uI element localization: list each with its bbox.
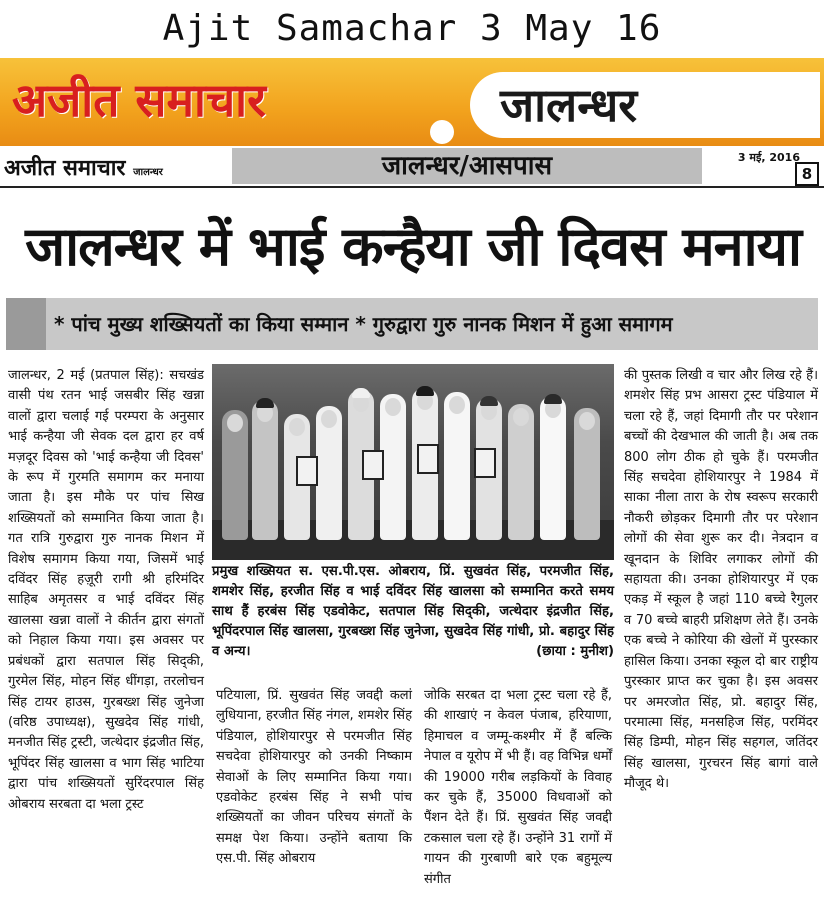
article-column-1 — [8, 366, 204, 815]
photo-turban — [256, 398, 274, 408]
article-column-3 — [424, 686, 612, 890]
article-subheadline: * पांच मुख्य शख्सियतों का किया सम्मान * गुरुद्वारा गुरु नानक मिशन में हुआ समागम — [54, 312, 673, 336]
image-caption: Ajit Samachar 3 May 16 — [162, 8, 662, 49]
column-4-text: की पुस्तक लिखी व चार और लिख रहे हैं। शमशेर सिंह प्रभ आसरा ट्रस्ट पंडियाल में चला रहे हैं, जहां दिमागी तौर पर परेशान बच्चों की देखभाल की जाती है। अब तक 800 लोग ठीक हो चुके हैं। परमजीत सिंह सचदेवा होशियारपुर ने 1984 में साका नीला तारा के रोष स्वरूप सरकारी नौकरी छोड़कर दिमागी तौर पर परेशान लोगों की सेवा शुरू कर दी। नेत्रदान व खूनदान के शिविर लगाकर लोगों की सहायता की। उनका होशियारपुर में एक एकड़ में स्कूल है जहां 110 बच्चे रैगुलर व 70 बच्चे बाहरी प्रशिक्षण लेते हैं। उनके एक बच्चे ने कोरिया की खेलों में पुरस्कार हासिल किया। उनका स्कूल दो बार राष्ट्रीय पुरस्कार प्राप्त कर चुका है। इस अवसर पर अमरजोत सिंह, प्रो. बहादुर सिंह, परमात्मा सिंह, मनसहिज सिंह, परमिंदर सिंह डिम्पी, मोहन सिंह सहगल, जतिंदर सिंह खालसा, गुरचरन सिंह बागां वाले मौजूद थे। — [624, 368, 818, 792]
issue-date: 3 मई, 2016 — [737, 151, 800, 164]
section-title: जालन्धर/आसपास — [232, 148, 702, 184]
photo-plaque — [417, 444, 439, 474]
photo-turban — [352, 388, 370, 398]
article-column-4 — [624, 366, 818, 795]
photo-head — [321, 410, 337, 428]
photo-plaque — [296, 456, 318, 486]
edition-label: जालन्धर — [500, 78, 638, 132]
column-1-text: जालन्धर, 2 मई (प्रतपाल सिंह): सचखंड वासी पंथ रतन भाई जसबीर सिंह खन्ना वालों द्वारा चलाई गई परम्परा के अनुसार भाई कन्हैया जी सेवक दल द्वारा हर वर्ष मज़दूर दिवस को 'भाई कन्हैया जी दिवस' के रूप में गुरमति समागम कर मनाया जाता है। इस मौके पर पांच सिख शख्सियतों को सम्मानित किया जाता है। गत रात्रि गुरुद्वारा गुरु नानक मिशन में विशेष समागम किया गया, जिसमें भाई दविंदर सिंह हज़ूरी रागी श्री हरिमंदिर साहिब अमृतसर व भाई दविंदर सिंह खालसा खन्ना वालों ने कीर्तन द्वारा संगतों को निहाल किया गया। इस अवसर पर प्रबंधकों द्वारा सतपाल सिंह सिद्की, गुरमेल सिंह, मोहन सिंह धींगड़ा, तरलोचन सिंह टायर हाउस, गुरबख्श सिंह जुनेजा (वरिष्ठ उपाध्यक्ष), सुखदेव सिंह गांधी, मनजीत सिंह ट्रस्टी, जत्थेदार इंद्रजीत सिंह, भूपिंदर सिंह खालसा व भाग सिंह भाटिया द्वारा पांच शख्सियतों सुरिंदरपाल सिंह ओबराय सरबता दा भला ट्रस्ट — [8, 368, 204, 812]
photo-head — [227, 414, 243, 432]
photo-plaque — [474, 448, 496, 478]
subheadline-shadow — [6, 298, 46, 350]
masthead-logo — [4, 152, 163, 182]
banner-dot-icon — [430, 120, 454, 144]
article-column-2 — [216, 686, 412, 870]
paper-name: अजीत समाचार — [12, 73, 266, 127]
article-photo — [212, 364, 614, 560]
photo-caption-text: प्रमुख शख्सियत स. एस.पी.एस. ओबराय, प्रिं. सुखवंत सिंह, परमजीत सिंह, शमशेर सिंह, हरजीत सिंह व भाई दविंदर सिंह खालसा को सम्मानित करते समय साथ हैं हरबंस सिंह एडवोकेट, सतपाल सिंह सिद्की, जत्थेदार इंद्रजीत सिंह, भूपिंदरपाल सिंह खालसा, गुरबख्श सिंह जुनेजा, सुखदेव सिंह गांधी, प्रो. बहादुर सिंह व अन्य। — [212, 564, 614, 659]
page-masthead — [0, 146, 824, 188]
photo-turban — [416, 386, 434, 396]
photo-plaque — [362, 450, 384, 480]
masthead-logo-small: जालन्धर — [133, 167, 163, 178]
photo-person — [444, 392, 470, 540]
photo-head — [513, 408, 529, 426]
subheadline-box — [6, 298, 818, 350]
photo-head — [449, 396, 465, 414]
masthead-logo-text: अजीत समाचार — [4, 155, 126, 181]
article-headline: जालन्धर में भाई कन्हैया जी दिवस मनाया — [25, 215, 801, 278]
column-2-text: पटियाला, प्रिं. सुखवंत सिंह जवद्दी कलां लुधियाना, हरजीत सिंह नंगल, शमशेर सिंह पंडियाल, होशियारपुर से परमजीत सिंह सचदेवा होशियारपुर को उनकी निष्काम सेवाओं के लिए सम्मानित किया गया। एडवोकेट हरबंस सिंह ने सभी पांच शख्सियतों का जीवन परिचय संगतों के समक्ष पेश किया। उन्होंने बताया कि एस.पी. सिंह ओबराय — [216, 688, 412, 867]
column-3-text: जोकि सरबत दा भला ट्रस्ट चला रहे हैं, की शाखाएं न केवल पंजाब, हरियाणा, हिमाचल व जम्मू-कश्मीर में हैं बल्कि नेपाल व यूरोप में भी हैं। वह विभिन्न धर्मों की 19000 गरीब लड़कियों के विवाह कर चुके हैं, 35000 विधवाओं को पैंशन देते हैं। प्रिं. सुखवंत सिंह जवद्दी टकसाल चला रहे हैं। उन्होंने 31 रागों में गायन की गुरबाणी बारे एक बहुमूल्य संगीत — [424, 688, 612, 887]
newspaper-banner — [0, 58, 824, 146]
photo-turban — [480, 396, 498, 406]
edition-label-box — [470, 72, 820, 138]
photo-caption — [212, 562, 614, 662]
photo-turban — [544, 394, 562, 404]
photo-head — [289, 418, 305, 436]
photo-head — [579, 412, 595, 430]
photo-head — [385, 398, 401, 416]
page-number: 8 — [795, 162, 819, 186]
photo-credit: (छाया : मुनीश) — [536, 644, 614, 659]
